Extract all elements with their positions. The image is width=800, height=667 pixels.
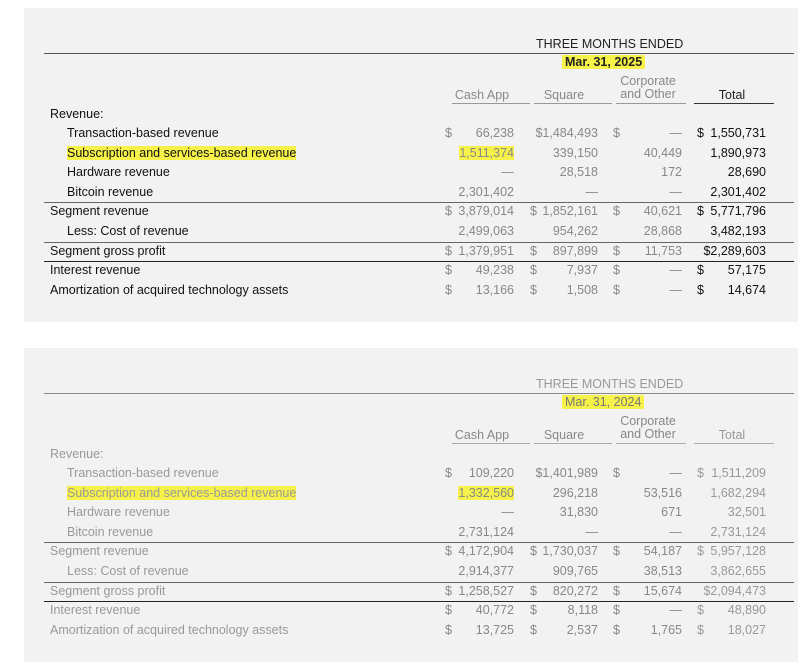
row-rule: [44, 601, 794, 602]
cash-app-dollar: $: [445, 263, 452, 277]
total-dollar: $: [697, 204, 704, 218]
corporate-dollar: $: [613, 544, 620, 558]
cash-app-dollar: $: [445, 126, 452, 140]
col-rule: [694, 103, 774, 104]
square-dollar: $: [530, 544, 537, 558]
cash-app-dollar: $: [445, 603, 452, 617]
col-rule: [694, 443, 774, 444]
col-rule: [616, 103, 686, 104]
square-value: $1,484,493: [535, 126, 598, 140]
corporate-dollar: $: [613, 283, 620, 297]
row-rule: [44, 261, 794, 262]
square-value: 28,518: [559, 165, 598, 179]
segment-table-2025: [24, 8, 798, 322]
square-value: $1,401,989: [535, 466, 598, 480]
corporate-value: 40,621: [643, 204, 682, 218]
square-value: —: [585, 525, 598, 539]
cash-app-value: 2,499,063: [458, 224, 514, 238]
row-rule: [44, 542, 794, 543]
row-rule: [44, 202, 794, 203]
total-dollar: $: [697, 544, 704, 558]
period-date: Mar. 31, 2025: [562, 55, 645, 69]
square-value: 909,765: [552, 564, 598, 578]
cash-app-dollar: $: [445, 466, 452, 480]
total-value: 1,511,209: [711, 466, 766, 480]
total-value: 2,731,124: [710, 525, 766, 539]
total-dollar: $: [697, 603, 704, 617]
segment-table-2024: [24, 348, 798, 662]
total-value: 2,301,402: [710, 185, 766, 199]
col-total: Total: [718, 428, 746, 442]
row-rule: [44, 582, 794, 583]
highlighted-label: Subscription and services-based revenue: [67, 146, 297, 160]
square-dollar: $: [530, 204, 537, 218]
total-value: 1,890,973: [710, 146, 766, 160]
top-rule: [44, 53, 794, 54]
row-label: Segment revenue: [50, 204, 149, 218]
total-value: $2,094,473: [703, 584, 766, 598]
square-value: 954,262: [552, 224, 598, 238]
corporate-dollar: $: [613, 584, 620, 598]
corporate-value: —: [669, 466, 682, 480]
corporate-value: —: [669, 263, 682, 277]
highlighted-label: Subscription and services-based revenue: [67, 486, 297, 500]
cash-app-dollar: $: [445, 544, 452, 558]
row-label: Transaction-based revenue: [67, 466, 219, 480]
corporate-value: —: [669, 185, 682, 199]
square-value: 1,508: [566, 283, 598, 297]
row-label: Amortization of acquired technology assets: [50, 623, 289, 637]
total-value: 1,550,731: [710, 126, 766, 140]
cash-app-value: —: [501, 505, 514, 519]
square-value: 8,118: [567, 603, 598, 617]
cash-app-value: 2,914,377: [458, 564, 514, 578]
total-value: 14,674: [727, 283, 766, 297]
corporate-value: 38,513: [643, 564, 682, 578]
corporate-value: 53,516: [643, 486, 682, 500]
cash-app-value: 2,731,124: [458, 525, 514, 539]
square-value: 820,272: [552, 584, 598, 598]
corporate-value: —: [669, 525, 682, 539]
highlighted-value: 1,332,560: [458, 486, 514, 500]
col-cash-app: Cash App: [454, 88, 510, 102]
total-value: 28,690: [727, 165, 766, 179]
period-title: THREE MONTHS ENDED: [536, 37, 684, 51]
total-value: 3,482,193: [710, 224, 766, 238]
total-value: 32,501: [727, 505, 766, 519]
cash-app-value: 13,725: [475, 623, 514, 637]
cash-app-value: 1,379,951: [458, 244, 514, 258]
cash-app-value: —: [501, 165, 514, 179]
corporate-value: —: [669, 603, 682, 617]
square-value: 7,937: [566, 263, 598, 277]
cash-app-value: 4,172,904: [458, 544, 514, 558]
col-rule: [452, 103, 530, 104]
total-value: $2,289,603: [703, 244, 766, 258]
corporate-value: 671: [661, 505, 682, 519]
total-value: 48,890: [727, 603, 766, 617]
row-label: Segment gross profit: [50, 584, 166, 598]
row-label: Segment revenue: [50, 544, 149, 558]
cash-app-value: 49,238: [475, 263, 514, 277]
cash-app-dollar: $: [445, 244, 452, 258]
square-value: 1,730,037: [542, 544, 598, 558]
cash-app-value: 1,258,527: [458, 584, 514, 598]
col-rule: [534, 103, 612, 104]
row-label: Hardware revenue: [67, 165, 170, 179]
top-rule: [44, 393, 794, 394]
row-label: Less: Cost of revenue: [67, 564, 189, 578]
row-label: Interest revenue: [50, 263, 141, 277]
square-value: 2,537: [566, 623, 598, 637]
square-dollar: $: [530, 623, 537, 637]
revenue-heading: Revenue:: [50, 447, 104, 461]
col-rule: [534, 443, 612, 444]
square-value: 1,852,161: [542, 204, 598, 218]
col-square: Square: [543, 88, 585, 102]
square-value: 339,150: [552, 146, 598, 160]
col-total: Total: [718, 88, 746, 102]
cash-app-value: 109,220: [468, 466, 514, 480]
cash-app-dollar: $: [445, 204, 452, 218]
corporate-value: 15,674: [643, 584, 682, 598]
cash-app-value: 3,879,014: [458, 204, 514, 218]
corporate-value: —: [669, 283, 682, 297]
total-dollar: $: [697, 283, 704, 297]
col-square: Square: [543, 428, 585, 442]
corporate-dollar: $: [613, 263, 620, 277]
corporate-value: 40,449: [643, 146, 682, 160]
square-dollar: $: [530, 263, 537, 277]
cash-app-value: 66,238: [475, 126, 514, 140]
period-date: Mar. 31, 2024: [562, 395, 644, 409]
row-label: [50, 146, 296, 160]
corporate-value: 11,753: [644, 244, 682, 258]
col-rule: [616, 443, 686, 444]
cash-app-dollar: $: [445, 283, 452, 297]
col-cash-app: Cash App: [454, 428, 510, 442]
corporate-value: 54,187: [643, 544, 682, 558]
row-label: Transaction-based revenue: [67, 126, 219, 140]
corporate-value: —: [669, 126, 682, 140]
square-dollar: $: [530, 603, 537, 617]
square-value: 31,830: [559, 505, 598, 519]
total-dollar: $: [697, 263, 704, 277]
cash-app-value: 40,772: [475, 603, 514, 617]
row-label: Segment gross profit: [50, 244, 166, 258]
total-value: 1,682,294: [710, 486, 766, 500]
total-value: 18,027: [727, 623, 766, 637]
total-dollar: $: [697, 466, 704, 480]
revenue-heading: Revenue:: [50, 107, 104, 121]
corporate-dollar: $: [613, 126, 620, 140]
row-label: Bitcoin revenue: [67, 525, 154, 539]
row-label: Bitcoin revenue: [67, 185, 154, 199]
square-dollar: $: [530, 283, 537, 297]
cash-app-dollar: $: [445, 623, 452, 637]
col-rule: [452, 443, 530, 444]
row-rule: [44, 242, 794, 243]
total-dollar: $: [697, 623, 704, 637]
corporate-dollar: $: [613, 244, 620, 258]
cash-app-value: 13,166: [475, 283, 514, 297]
row-label: Interest revenue: [50, 603, 141, 617]
total-value: 5,957,128: [710, 544, 766, 558]
cash-app-value: [444, 486, 514, 500]
total-value: 3,862,655: [710, 564, 766, 578]
total-value: 57,175: [727, 263, 766, 277]
corporate-dollar: $: [613, 603, 620, 617]
corporate-dollar: $: [613, 623, 620, 637]
highlighted-value: 1,511,374: [459, 146, 514, 160]
row-label: Hardware revenue: [67, 505, 170, 519]
col-corporate: Corporate and Other: [620, 414, 676, 441]
square-dollar: $: [530, 584, 537, 598]
col-corporate: Corporate and Other: [620, 74, 676, 101]
period-title: THREE MONTHS ENDED: [536, 377, 684, 391]
square-value: —: [585, 185, 598, 199]
cash-app-value: 2,301,402: [458, 185, 514, 199]
corporate-value: 172: [661, 165, 682, 179]
cash-app-dollar: $: [445, 584, 452, 598]
row-label: Amortization of acquired technology assets: [50, 283, 289, 297]
total-dollar: $: [697, 126, 704, 140]
square-value: 296,218: [552, 486, 598, 500]
total-value: 5,771,796: [710, 204, 766, 218]
corporate-value: 1,765: [650, 623, 682, 637]
corporate-dollar: $: [613, 204, 620, 218]
corporate-dollar: $: [613, 466, 620, 480]
square-value: 897,899: [552, 244, 598, 258]
corporate-value: 28,868: [643, 224, 682, 238]
square-dollar: $: [530, 244, 537, 258]
row-label: Less: Cost of revenue: [67, 224, 189, 238]
row-label: [50, 486, 296, 500]
cash-app-value: [444, 146, 514, 160]
